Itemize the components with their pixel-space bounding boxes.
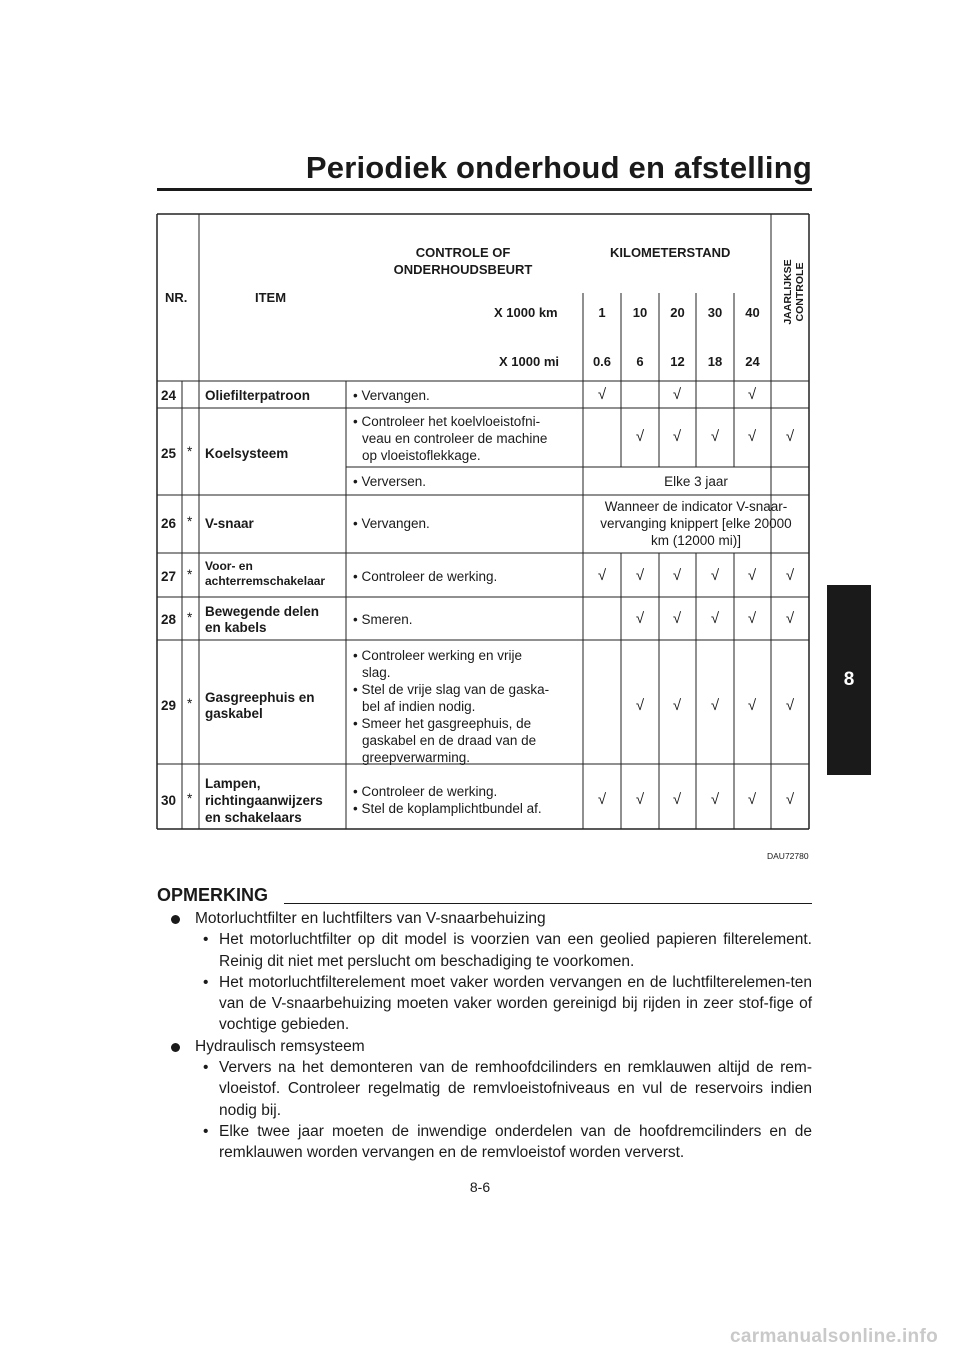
row-task: • Stel de koplamplichtbundel af. xyxy=(353,801,542,816)
row-nr: 30 xyxy=(161,793,177,808)
km-value: 20 xyxy=(670,305,685,320)
mi-value: 12 xyxy=(670,354,685,369)
row-star: * xyxy=(187,514,193,529)
check-mark: √ xyxy=(710,610,720,627)
row-nr: 29 xyxy=(161,698,177,713)
row-task: gaskabel en de draad van de xyxy=(362,733,537,748)
row-nr: 27 xyxy=(161,569,177,584)
note-heading-text: Hydraulisch remsysteem xyxy=(195,1037,365,1055)
row-star: * xyxy=(187,791,193,806)
row-task: slag. xyxy=(362,665,391,680)
row-item: Bewegende delen xyxy=(205,604,320,619)
header-check-line2: ONDERHOUDSBEURT xyxy=(393,262,533,277)
check-mark: √ xyxy=(785,610,795,627)
page-number: 8-6 xyxy=(469,1179,491,1195)
check-mark: √ xyxy=(672,567,682,584)
check-mark: √ xyxy=(635,791,645,808)
row-star: * xyxy=(187,444,193,459)
check-mark: √ xyxy=(710,428,720,445)
mi-value: 0.6 xyxy=(592,354,612,369)
header-km-label: X 1000 km xyxy=(494,305,558,320)
note-heading xyxy=(157,1036,812,1057)
header-annual-check xyxy=(779,259,809,325)
row-item: en schakelaars xyxy=(205,810,302,825)
note-bullet xyxy=(157,972,812,1036)
row-item: gaskabel xyxy=(205,706,263,721)
row-task: • Stel de vrije slag van de gaska- xyxy=(353,682,550,697)
mi-value: 18 xyxy=(707,354,723,369)
check-mark: √ xyxy=(747,567,757,584)
bullet-icon: • xyxy=(203,1059,209,1077)
check-mark: √ xyxy=(635,610,645,627)
row-item: Voor- en xyxy=(205,559,253,573)
row-nr: 28 xyxy=(161,612,177,627)
check-mark: √ xyxy=(747,791,757,808)
note-bullet xyxy=(157,1057,812,1121)
bullet-icon: • xyxy=(203,973,209,991)
bullet-dot-icon xyxy=(171,915,180,924)
note-rule xyxy=(284,903,812,904)
row-item: Koelsysteem xyxy=(205,446,289,461)
km-value: 1 xyxy=(598,305,606,320)
row-note: Wanneer de indicator V-snaar- xyxy=(604,499,788,514)
header-nr: NR. xyxy=(165,290,188,305)
row-nr: 24 xyxy=(161,388,177,403)
row-task: • Controleer werking en vrije xyxy=(353,648,523,663)
check-mark: √ xyxy=(747,697,757,714)
row-note: vervanging knippert [elke 20000 xyxy=(600,516,792,531)
check-mark: √ xyxy=(785,567,795,584)
row-task: op vloeistoflekkage. xyxy=(362,448,481,463)
header-item: ITEM xyxy=(255,290,287,305)
check-mark: √ xyxy=(785,428,795,445)
mi-value: 6 xyxy=(636,354,644,369)
note-heading-text: Motorluchtfilter en luchtfilters van V-snaarbehuizing xyxy=(195,910,546,927)
row-task: • Controleer het koelvloeistofni- xyxy=(353,414,541,429)
row-task: • Smeer het gasgreephuis, de xyxy=(353,716,532,731)
row-note: km (12000 mi)] xyxy=(650,533,742,548)
note-bullet-text: Het motorluchtfilterelement moet vaker worden vervangen en de luchtfilterelemen-ten van de V-snaarbehuizing moeten vaker worden gereinigd bij rijden in zeer stof-fige of vochtige gebieden. xyxy=(219,973,812,1034)
bullet-dot-icon xyxy=(171,1043,180,1052)
check-mark: √ xyxy=(747,610,757,627)
note-title: OPMERKING xyxy=(157,885,269,905)
header-odometer: KILOMETERSTAND xyxy=(610,245,731,260)
check-mark: √ xyxy=(597,567,607,584)
bullet-icon: • xyxy=(203,1122,209,1140)
km-value: 40 xyxy=(745,305,760,320)
mi-value: 24 xyxy=(745,354,760,369)
check-mark: √ xyxy=(747,386,757,403)
check-mark: √ xyxy=(672,428,682,445)
check-mark: √ xyxy=(672,697,682,714)
row-star: * xyxy=(187,696,193,711)
header-mi-label: X 1000 mi xyxy=(499,354,559,369)
row-nr: 26 xyxy=(161,516,177,531)
row-task: • Controleer de werking. xyxy=(353,784,498,799)
km-value: 10 xyxy=(632,305,648,320)
check-mark: √ xyxy=(785,791,795,808)
row-note: Elke 3 jaar xyxy=(664,474,728,489)
check-mark: √ xyxy=(635,428,645,445)
check-mark: √ xyxy=(597,386,607,403)
row-task: • Smeren. xyxy=(353,612,413,627)
header-annual-line1: JAARLIJKSE xyxy=(782,259,794,325)
header-annual-line2: CONTROLE xyxy=(794,262,806,322)
note-bullet xyxy=(157,929,812,972)
chapter-tab: 8 xyxy=(827,585,871,775)
note-bullet xyxy=(157,1121,812,1164)
note-bullet-text: Ververs na het demonteren van de remhoofdcilinders en remklauwen altijd de rem-vloeistof. Controleer regelmatig de remvloeistofniveaus en vul de reservoirs indien nodig bij. xyxy=(219,1059,812,1119)
row-item: Lampen, xyxy=(205,776,261,791)
row-item: achterremschakelaar xyxy=(205,574,326,588)
row-task: • Verversen. xyxy=(353,474,427,489)
check-mark: √ xyxy=(597,791,607,808)
check-mark: √ xyxy=(672,610,682,627)
row-task: veau en controleer de machine xyxy=(362,431,548,446)
km-value: 30 xyxy=(707,305,723,320)
note-bullet-text: Het motorluchtfilter op dit model is voorzien van een geolied papieren filterelement. Reinig dit niet met perslucht om beschadiging te voorkomen. xyxy=(219,931,812,970)
document-code: DAU72780 xyxy=(767,851,809,861)
bullet-icon: • xyxy=(203,931,209,949)
page-title: Periodiek onderhoud en afstelling xyxy=(305,150,812,185)
row-task: bel af indien nodig. xyxy=(362,699,476,714)
check-mark: √ xyxy=(635,697,645,714)
check-mark: √ xyxy=(672,386,682,403)
check-mark: √ xyxy=(747,428,757,445)
note-bullet-text: Elke twee jaar moeten de inwendige onderdelen van de hoofdremcilinders en de remklauwen worden vervangen en de remvloeistof worden ververst. xyxy=(219,1122,812,1162)
note-heading xyxy=(157,908,812,929)
check-mark: √ xyxy=(710,567,720,584)
row-task: • Vervangen. xyxy=(353,516,430,531)
row-item: Oliefilterpatroon xyxy=(205,388,311,403)
header-check-line1: CONTROLE OF xyxy=(415,245,511,260)
row-item: richtingaanwijzers xyxy=(205,793,323,808)
row-item: Gasgreephuis en xyxy=(205,690,315,705)
row-star: * xyxy=(187,567,193,582)
row-nr: 25 xyxy=(161,446,177,461)
row-item: en kabels xyxy=(205,620,267,635)
row-task: greepverwarming. xyxy=(362,750,471,765)
check-mark: √ xyxy=(785,697,795,714)
row-task: • Controleer de werking. xyxy=(353,569,498,584)
check-mark: √ xyxy=(710,791,720,808)
watermark[interactable]: carmanualsonline.info xyxy=(730,1326,938,1347)
check-mark: √ xyxy=(672,791,682,808)
note-body xyxy=(157,908,812,1164)
row-task: • Vervangen. xyxy=(353,388,430,403)
row-item: V-snaar xyxy=(205,516,254,531)
check-mark: √ xyxy=(635,567,645,584)
check-mark: √ xyxy=(710,697,720,714)
row-star: * xyxy=(187,610,193,625)
